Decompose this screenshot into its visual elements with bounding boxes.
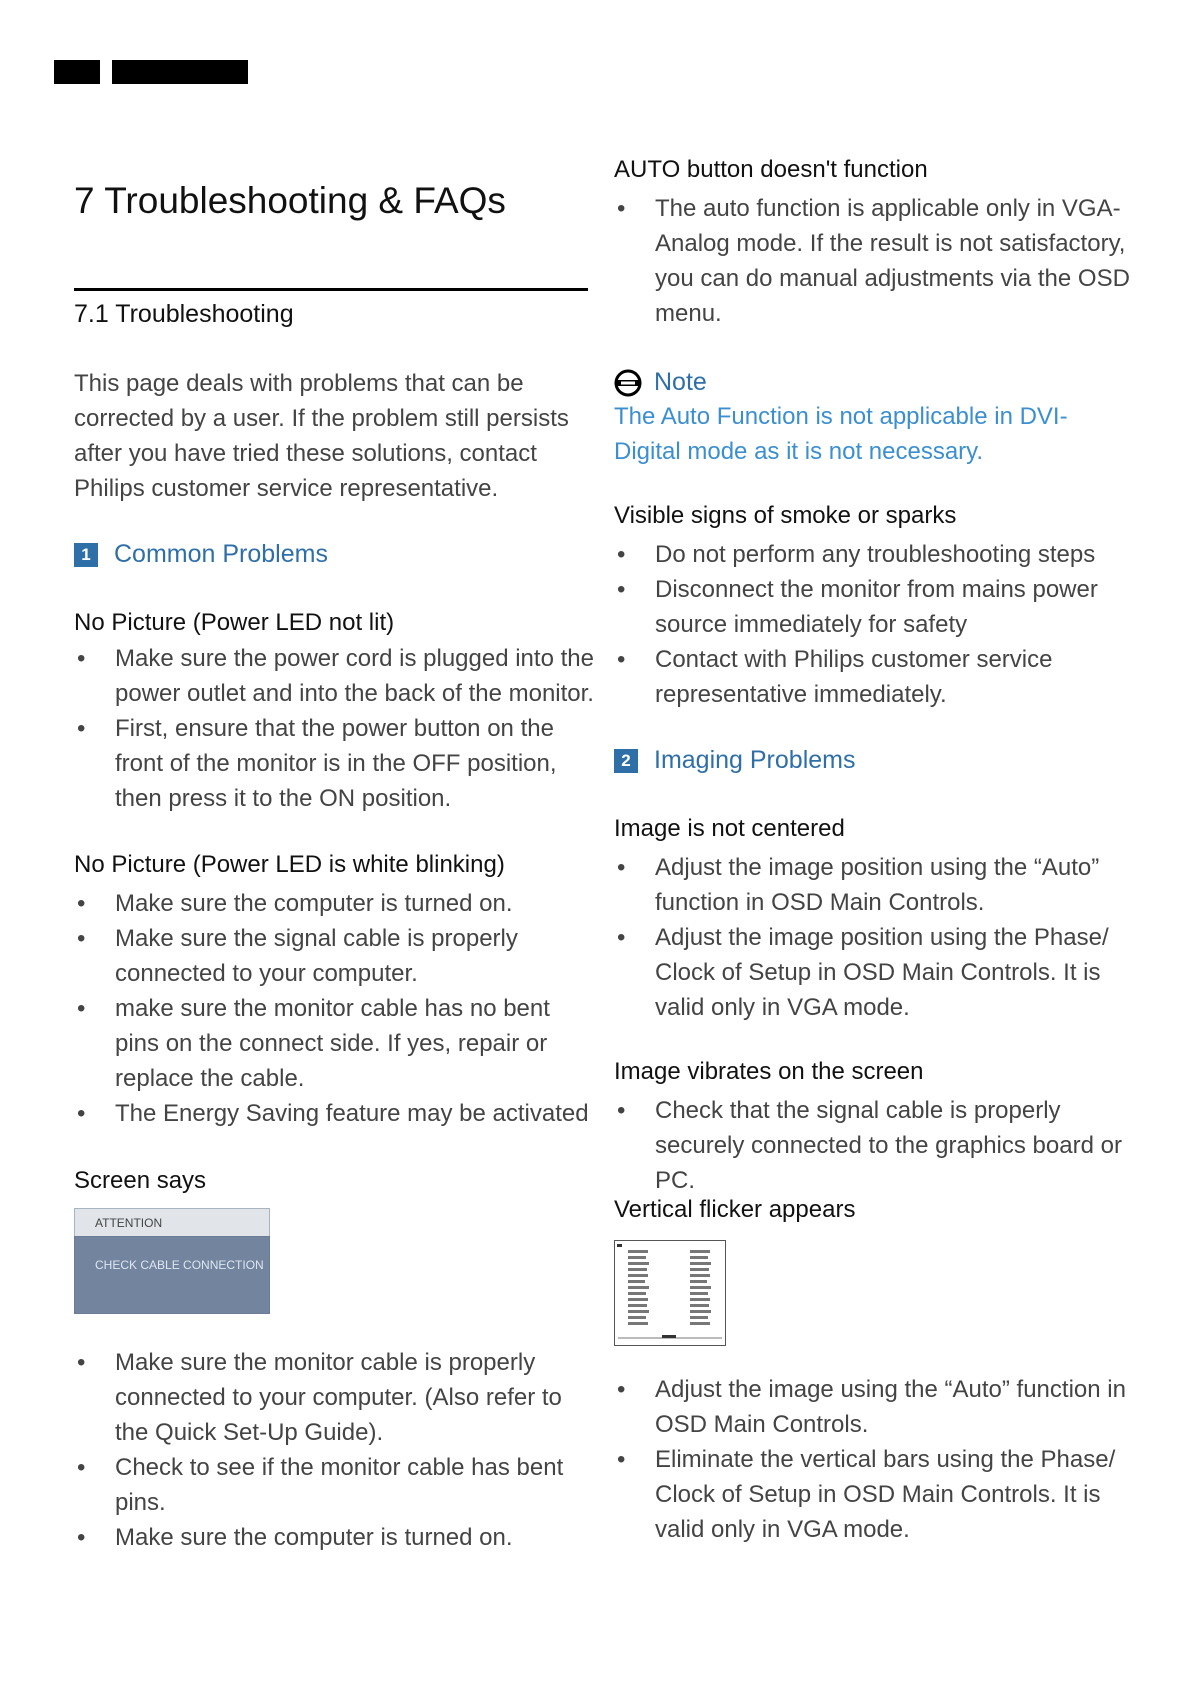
auto-button-title: AUTO button doesn't function xyxy=(614,156,928,183)
section-title: 7.1 Troubleshooting xyxy=(74,300,294,328)
list-item: • Make sure the computer is turned on. xyxy=(74,1520,594,1555)
intro-paragraph: This page deals with problems that can be corrected by a user. If the problem still persists after you have tried these solutions, contact Philips customer service representative. xyxy=(74,370,569,502)
vibrates-title: Image vibrates on the screen xyxy=(614,1058,924,1085)
list-item: • Adjust the image position using the Phase/ Clock of Setup in OSD Main Controls. It is valid only in VGA mode. xyxy=(614,920,1134,1025)
auto-button-list xyxy=(614,191,1134,331)
list-item: • Make sure the power cord is plugged into the power outlet and into the back of the monitor. xyxy=(74,641,594,711)
common-problems-label: Common Problems xyxy=(114,540,328,568)
note-header xyxy=(614,368,1134,397)
list-item: • Disconnect the monitor from mains power source immediately for safety xyxy=(614,572,1134,642)
note-icon xyxy=(614,369,642,397)
screen-says-title: Screen says xyxy=(74,1167,207,1194)
not-centered-list xyxy=(614,850,1134,1025)
list-item: • The Energy Saving feature may be activated xyxy=(74,1096,594,1131)
header-tab-bar xyxy=(112,60,248,84)
osd-attention-box xyxy=(74,1208,270,1314)
no-picture-led-off-title: No Picture (Power LED not lit) xyxy=(74,609,395,636)
note-label: Note xyxy=(654,368,707,396)
common-problems-heading xyxy=(74,540,328,569)
list-item: • Check to see if the monitor cable has bent pins. xyxy=(74,1450,594,1520)
list-item: • Make sure the signal cable is properly connected to your computer. xyxy=(74,921,594,991)
screen-says-list xyxy=(74,1345,594,1555)
list-item: • Adjust the image using the “Auto” function in OSD Main Controls. xyxy=(614,1372,1134,1442)
not-centered-title: Image is not centered xyxy=(614,815,845,842)
vertical-flicker-list xyxy=(614,1372,1134,1547)
section-rule xyxy=(74,288,588,291)
list-item: • Adjust the image position using the “Auto” function in OSD Main Controls. xyxy=(614,850,1134,920)
note-text: The Auto Function is not applicable in DVI-Digital mode as it is not necessary. xyxy=(614,403,1068,465)
list-item: • make sure the monitor cable has no bent pins on the connect side. If yes, repair or replace the cable. xyxy=(74,991,594,1096)
imaging-problems-heading xyxy=(614,746,855,775)
list-item: • Do not perform any troubleshooting steps xyxy=(614,537,1134,572)
header-tab-marker xyxy=(54,60,100,84)
no-picture-led-blinking-list xyxy=(74,886,594,1131)
no-picture-led-blinking-title: No Picture (Power LED is white blinking) xyxy=(74,851,505,878)
smoke-sparks-list xyxy=(614,537,1134,712)
imaging-problems-label: Imaging Problems xyxy=(654,746,856,774)
list-item: • Make sure the monitor cable is properly connected to your computer. (Also refer to the Quick Set-Up Guide). xyxy=(74,1345,594,1450)
osd-message: CHECK CABLE CONNECTION xyxy=(74,1236,270,1314)
note-box xyxy=(614,368,1134,469)
smoke-sparks-title: Visible signs of smoke or sparks xyxy=(614,502,957,529)
list-item: • First, ensure that the power button on the front of the monitor is in the OFF position, then press it to the ON position. xyxy=(74,711,594,816)
list-item: • Check that the signal cable is properly securely connected to the graphics board or PC. xyxy=(614,1093,1134,1198)
list-item: • The auto function is applicable only in VGA-Analog mode. If the result is not satisfactory, you can do manual adjustments via the OSD menu. xyxy=(614,191,1134,331)
list-item: • Make sure the computer is turned on. xyxy=(74,886,594,921)
list-item: • Contact with Philips customer service representative immediately. xyxy=(614,642,1134,712)
section-number-badge: 1 xyxy=(74,543,98,567)
vertical-flicker-title: Vertical flicker appears xyxy=(614,1196,856,1223)
list-item: • Eliminate the vertical bars using the Phase/ Clock of Setup in OSD Main Controls. It is valid only in VGA mode. xyxy=(614,1442,1134,1547)
chapter-title: 7 Troubleshooting & FAQs xyxy=(74,180,506,221)
section-number-badge: 2 xyxy=(614,749,638,773)
vibrates-list xyxy=(614,1093,1134,1198)
vertical-flicker-screen-thumbnail xyxy=(614,1240,726,1346)
no-picture-led-off-list xyxy=(74,641,594,816)
osd-header: ATTENTION xyxy=(74,1208,270,1236)
